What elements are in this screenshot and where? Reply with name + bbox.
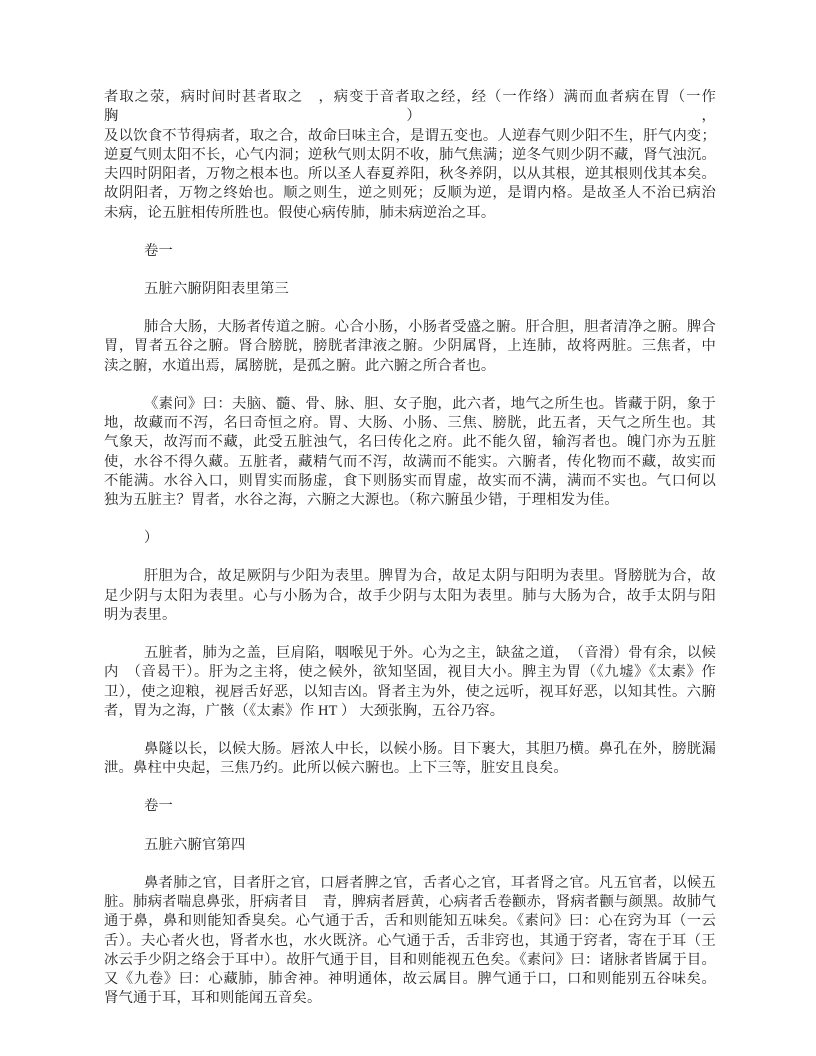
text-line: 气象天，故泻而不藏，此受五脏浊气，名曰传化之府。此不能久留，输泻者也。魄门亦为五脏	[104, 434, 716, 451]
text-line: 地，故藏而不泻，名曰奇恒之府。胃、大肠、小肠、三焦、膀胱，此五者，天气之所生也。其	[104, 415, 716, 432]
text-line: 鼻隧以长，以候大肠。唇浓人中长，以候小肠。目下裹大，其胆乃横。鼻孔在外，膀胱漏	[144, 741, 716, 758]
paragraph	[104, 740, 716, 779]
text-line: 夫四时阴阳者，万物之根本也。所以圣人春夏养阳，秋冬养阴，以从其根，逆其根则伐其本矣。	[104, 166, 716, 183]
paragraph	[104, 395, 716, 511]
text-line: 《素问》曰：夫脑、髓、骨、脉、胆、女子胞，此六者，地气之所生也。皆藏于阴，象于	[144, 395, 716, 412]
paragraph	[104, 567, 716, 625]
text-line: 卫），使之迎粮，视唇舌好恶，以知吉凶。肾者主为外，使之远听，视耳好恶，以知其性。六腑	[104, 683, 716, 700]
text-line: 肝胆为合，故足厥阴与少阳为表里。脾胃为合，故足太阴与阳明为表里。肾膀胱为合，故	[144, 568, 716, 585]
text-line: 内 （音曷干）。肝为之主将，使之候外，欲知坚固，视目大小。脾主为胃（《九墟》《太素》作	[104, 664, 716, 681]
paragraph	[104, 529, 716, 548]
text-line: 又《九卷》曰：心藏肺，肺舍神。神明通体，故云属目。脾气通于口，口和则能别五谷味矣。	[104, 971, 716, 988]
text-line: 舌）。夫心者火也，肾者水也，水火既济。心气通于舌，舌非窍也，其通于窍者，寄在于耳（王	[104, 932, 716, 949]
heading-text: 五脏六腑官第四	[144, 836, 246, 853]
section-heading	[104, 280, 716, 299]
text-line: 鼻者肺之官，目者肝之官，口唇者脾之官，舌者心之官，耳者肾之官。凡五官者，以候五	[144, 874, 716, 891]
text-line: 明为表里。	[104, 607, 177, 624]
section-heading	[104, 242, 716, 261]
text-line: 独为五脏主？胃者，水谷之海，六腑之大源也。（称六腑虽少错，于理相发为佳。	[104, 492, 619, 509]
document-content	[104, 88, 716, 1009]
paragraph	[104, 874, 716, 1009]
text-line: 者，胃为之海，广骸（《太素》作 HT ） 大颈张胸，五谷乃容。	[104, 703, 505, 719]
text-line: 肺合大肠，大肠者传道之腑。心合小肠，小肠者受盛之腑。肝合胆，胆者清净之腑。脾合	[144, 319, 716, 336]
paragraph	[104, 88, 716, 223]
heading-text: 卷一	[144, 242, 173, 259]
text-line: 故阴阳者，万物之终始也。顺之则生，逆之则死；反顺为逆，是谓内格。是故圣人不治已病治	[104, 185, 716, 202]
heading-text: 五脏六腑阴阳表里第三	[144, 280, 289, 297]
text-line: 足少阴与太阳为表里。心与小肠为合，故手少阴与太阳为表里。肺与大肠为合，故手太阴与阳	[104, 587, 716, 604]
text-line: 者取之荥，病时间时甚者取之 ，病变于音者取之经，经（一作络）满而血者病在胃（一作胸），	[104, 89, 716, 125]
paragraph	[104, 318, 716, 376]
text-line: 通于鼻，鼻和则能知香臭矣。心气通于舌，舌和则能知五味矣。《素问》曰：心在窍为耳（一云	[104, 913, 716, 930]
text-line: 渎之腑，水道出焉，属膀胱，是孤之腑。此六腑之所合者也。	[104, 357, 496, 374]
text-line: 不能满。水谷入口，则胃实而肠虚，食下则肠实而胃虚，故实而不满，满而不实也。气口何以	[104, 472, 716, 489]
text-line: 肾气通于耳，耳和则能闻五音矣。	[104, 990, 322, 1007]
paragraph	[104, 644, 716, 721]
text-line: 冰云手少阴之络会于耳中）。故肝气通于目，目和则能视五色矣。《素问》曰：诸脉者皆属于目。	[104, 951, 716, 968]
text-line: 使，水谷不得久藏。五脏者，藏精气而不泻，故满而不能实。六腑者，传化物而不藏，故实而	[104, 453, 716, 470]
document-page	[104, 88, 716, 1028]
text-line: 泄。鼻柱中央起，三焦乃约。此所以候六腑也。上下三等，脏安且良矣。	[104, 760, 568, 777]
section-heading	[104, 797, 716, 816]
text-line: 及以饮食不节得病者，取之合，故命曰味主合，是谓五变也。人逆春气则少阳不生，肝气内变；	[104, 127, 716, 144]
section-heading	[104, 836, 716, 855]
text-line: 逆夏气则太阳不长，心气内洞；逆秋气则太阴不收，肺气焦满；逆冬气则少阴不藏，肾气浊沉。	[104, 146, 716, 163]
text-line: ）	[144, 530, 159, 547]
text-line: 未病，论五脏相传所胜也。假使心病传肺，肺未病逆治之耳。	[104, 204, 496, 221]
text-line: 脏。肺病者喘息鼻张，肝病者目 青，脾病者唇黄，心病者舌卷颧赤，肾病者颧与颜黑。故肺气	[104, 893, 716, 910]
text-line: 五脏者，肺为之盖，巨肩陷，咽喉见于外。心为之主，缺盆之道， （音滑）骨有余，以候	[144, 645, 716, 662]
text-line: 胃，胃者五谷之腑。肾合膀胱，膀胱者津液之腑。少阴属肾，上连肺，故将两脏。三焦者，中	[104, 338, 716, 355]
heading-text: 卷一	[144, 798, 173, 815]
